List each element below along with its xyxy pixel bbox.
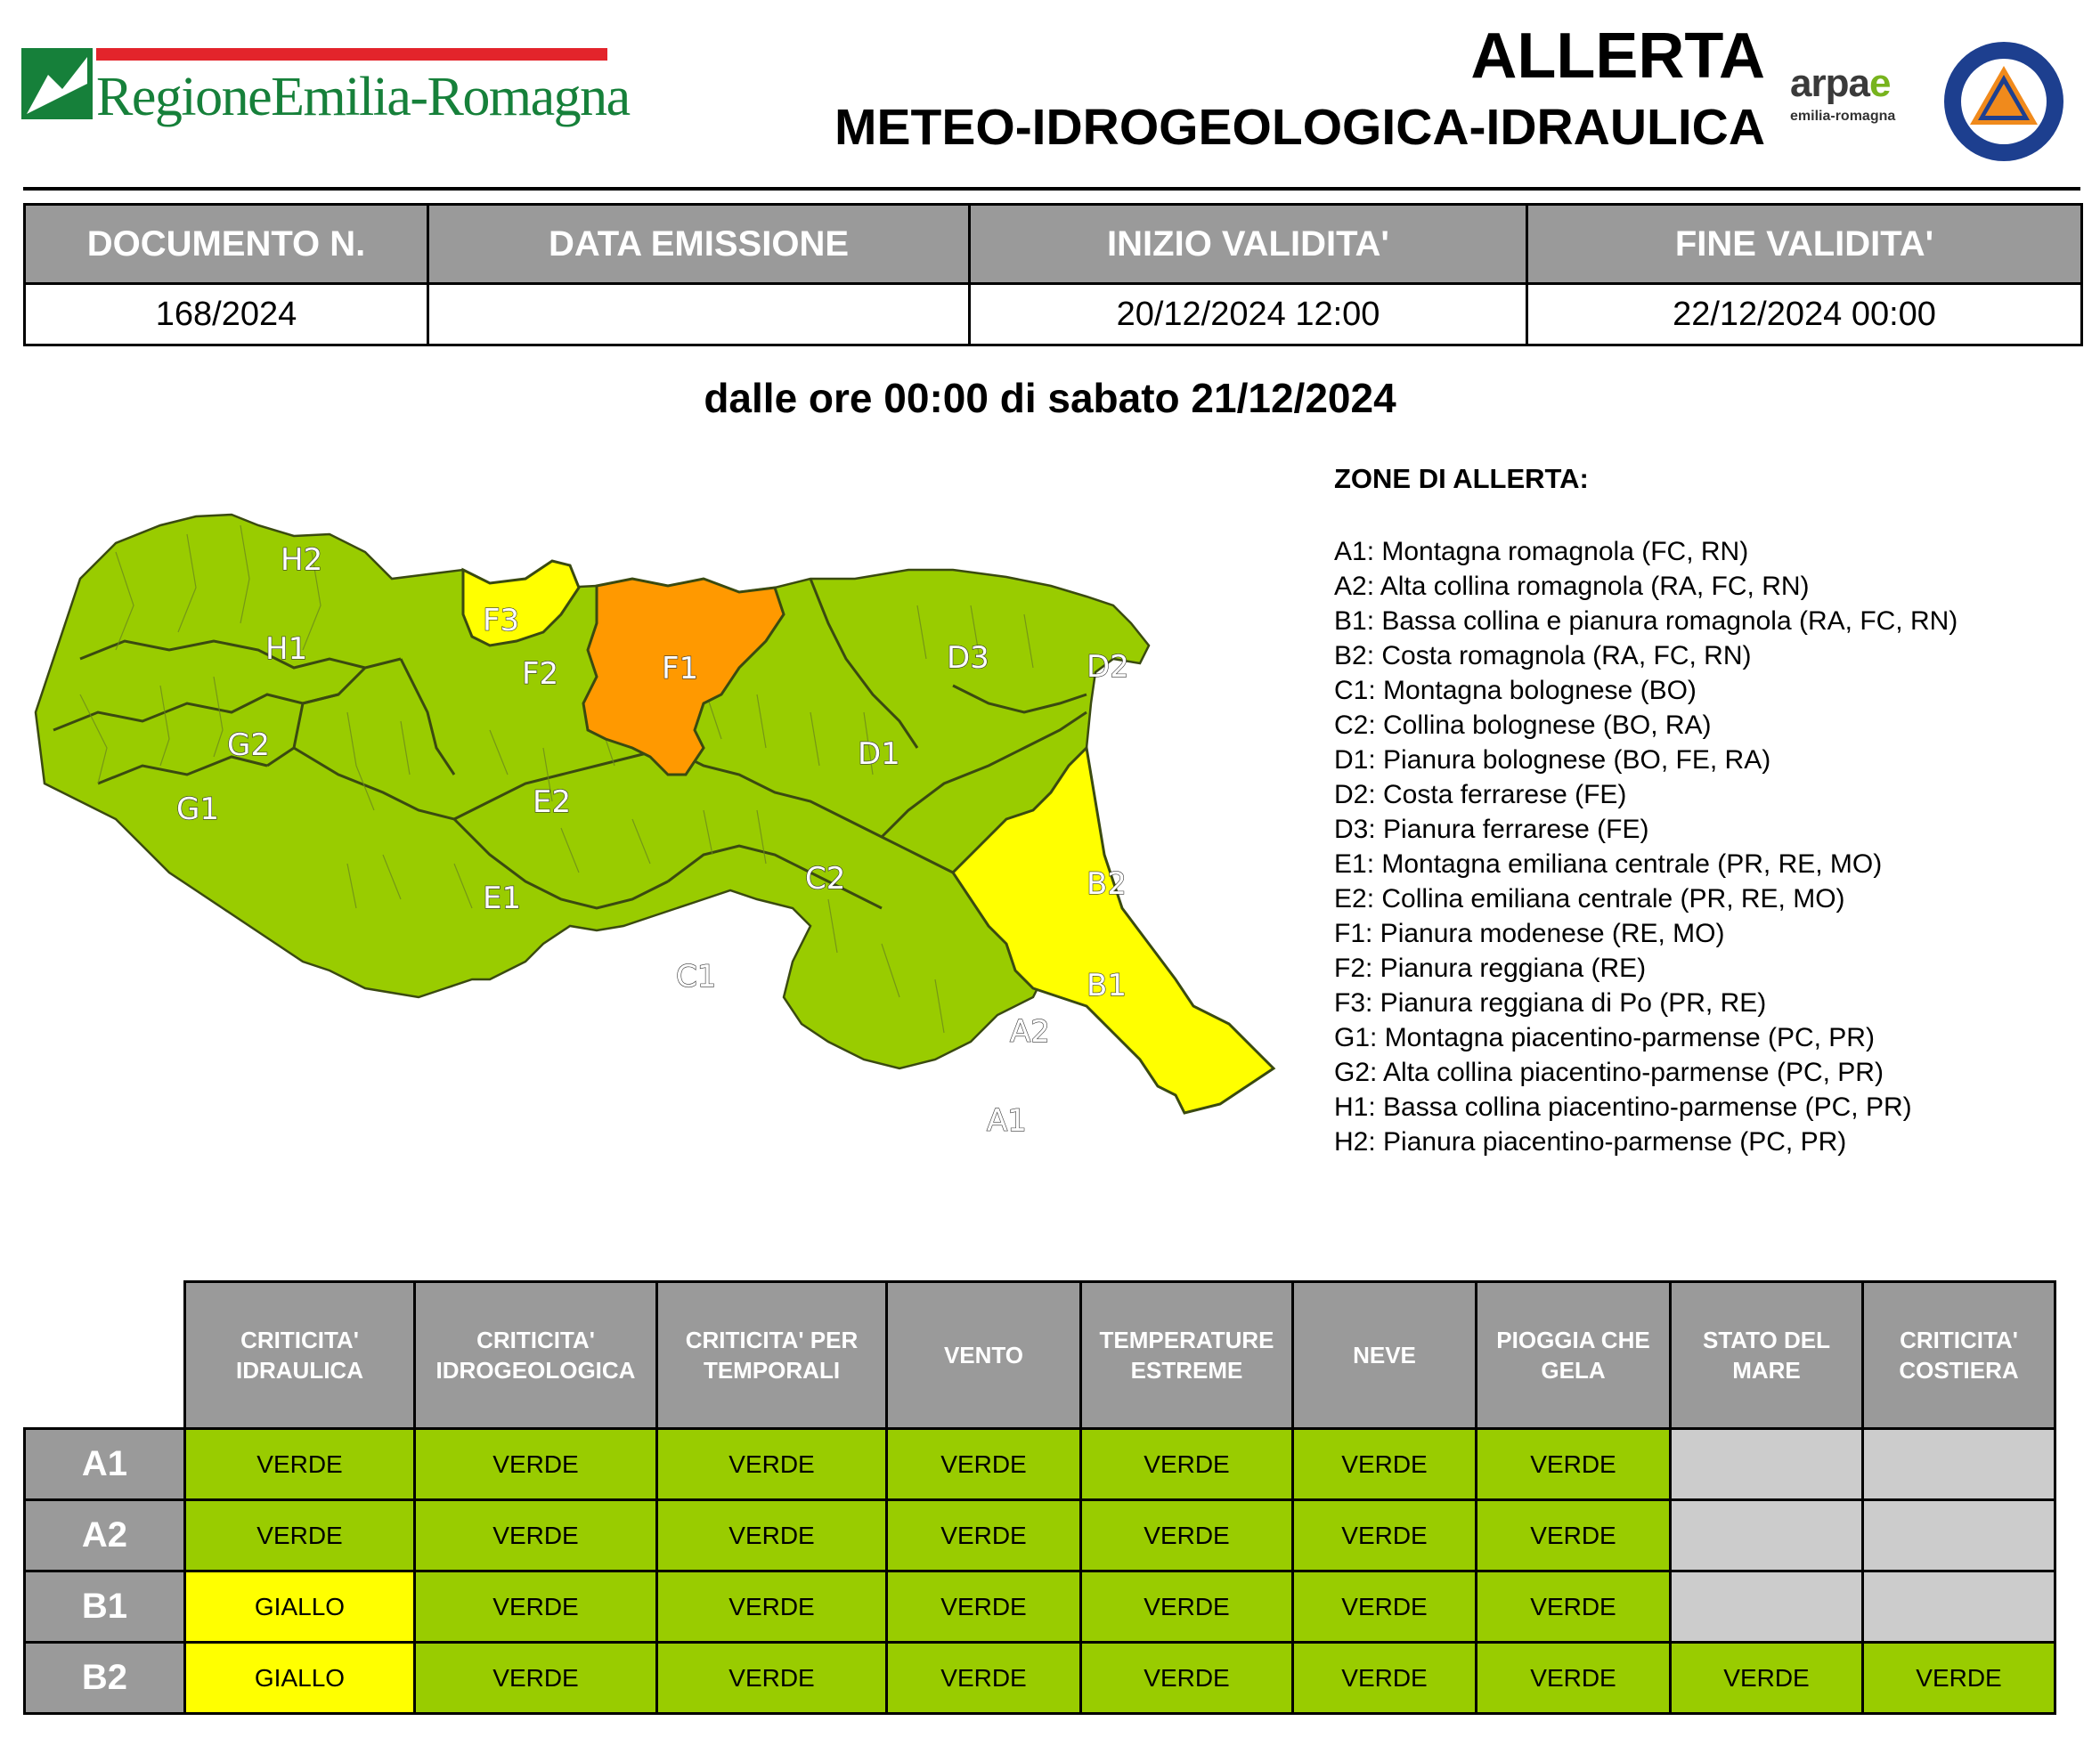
zone-item: C1: Montagna bolognese (BO): [1334, 676, 1697, 705]
zones-legend: [1334, 463, 2082, 1159]
region-logo: [21, 48, 630, 134]
criticity-row: [25, 1429, 2055, 1500]
zone-item: B1: Bassa collina e pianura romagnola (RA, FC, RN): [1334, 606, 1958, 636]
col-header-costiera: [1863, 1282, 2055, 1429]
level-cell: [1863, 1429, 2055, 1500]
level-cell: VERDE: [1477, 1643, 1671, 1714]
level-cell: [1671, 1429, 1863, 1500]
level-cell: [1863, 1571, 2055, 1643]
document-info-table: [23, 203, 2083, 346]
level-cell: VERDE: [1671, 1643, 1863, 1714]
level-cell: VERDE: [185, 1429, 415, 1500]
criticity-table: [23, 1280, 2056, 1715]
col-header-pioggia-gela: [1477, 1282, 1671, 1429]
col-header-line: CRITICITA': [1900, 1327, 2018, 1353]
zone-item: D3: Pianura ferrarese (FE): [1334, 815, 1649, 844]
col-header-stato-mare: [1671, 1282, 1863, 1429]
zone-cell: B1: [25, 1571, 185, 1643]
page-title: ALLERTA: [1470, 20, 1765, 92]
map-label-e1: E1: [483, 881, 522, 916]
level-cell: GIALLO: [185, 1571, 415, 1643]
zone-item: D1: Pianura bolognese (BO, FE, RA): [1334, 745, 1771, 775]
region-flag-icon: [21, 48, 93, 119]
map-label-e2: E2: [533, 784, 572, 820]
criticity-row: [25, 1571, 2055, 1643]
level-cell: VERDE: [1477, 1429, 1671, 1500]
zones-title: ZONE DI ALLERTA:: [1334, 463, 1589, 494]
map-label-a1: A1: [987, 1103, 1027, 1139]
map-label-a2: A2: [1010, 1014, 1050, 1050]
col-header-line: GELA: [1541, 1357, 1606, 1384]
document-header-row: [25, 205, 2082, 284]
region-logo-bar: [96, 48, 607, 61]
level-cell: VERDE: [657, 1571, 887, 1643]
map-label-h1: H1: [265, 631, 308, 667]
alert-zones-map: [27, 481, 1309, 1193]
col-header-idrogeologica: [415, 1282, 657, 1429]
level-cell: VERDE: [1293, 1500, 1477, 1571]
col-header-line: IDROGEOLOGICA: [435, 1357, 636, 1384]
map-label-f3: F3: [483, 603, 520, 638]
map-label-f1: F1: [662, 651, 699, 686]
map-label-f2: F2: [522, 656, 559, 692]
level-cell: VERDE: [887, 1643, 1081, 1714]
col-header-line: CRITICITA' PER: [685, 1327, 859, 1353]
level-cell: VERDE: [887, 1571, 1081, 1643]
col-header-idraulica: [185, 1282, 415, 1429]
col-header-line: COSTIERA: [1899, 1357, 2019, 1384]
validity-end-value: 22/12/2024 00:00: [1527, 284, 2082, 345]
level-cell: VERDE: [1293, 1429, 1477, 1500]
criticity-header-row: [25, 1282, 2055, 1429]
col-header-line: PIOGGIA CHE: [1496, 1327, 1650, 1353]
level-cell: VERDE: [657, 1500, 887, 1571]
zone-cell: A1: [25, 1429, 185, 1500]
col-header-temporali: [657, 1282, 887, 1429]
zone-item: F3: Pianura reggiana di Po (PR, RE): [1334, 988, 1767, 1018]
arpae-logo: [1790, 61, 1933, 135]
col-header-line: NEVE: [1353, 1342, 1416, 1368]
zone-item: A1: Montagna romagnola (FC, RN): [1334, 537, 1749, 566]
zone-item: G2: Alta collina piacentino-parmense (PC, PR): [1334, 1058, 1884, 1087]
map-label-d3: D3: [947, 640, 989, 676]
level-cell: VERDE: [887, 1500, 1081, 1571]
level-cell: VERDE: [1477, 1571, 1671, 1643]
validity-start-value: 20/12/2024 12:00: [970, 284, 1527, 345]
map-label-c1: C1: [676, 959, 717, 995]
col-header-line: CRITICITA': [240, 1327, 359, 1353]
criticity-body: [25, 1429, 2055, 1714]
map-label-g1: G1: [176, 792, 219, 827]
level-cell: VERDE: [1477, 1500, 1671, 1571]
col-header-neve: [1293, 1282, 1477, 1429]
zone-item: F1: Pianura modenese (RE, MO): [1334, 919, 1725, 948]
map-label-b1: B1: [1087, 968, 1127, 1003]
col-header-line: TEMPORALI: [703, 1357, 841, 1384]
map-label-h2: H2: [281, 542, 323, 578]
col-header-line: IDRAULICA: [236, 1357, 363, 1384]
level-cell: VERDE: [1081, 1571, 1293, 1643]
level-cell: VERDE: [1863, 1643, 2055, 1714]
col-header-line: TEMPERATURE: [1099, 1327, 1274, 1353]
level-cell: VERDE: [415, 1571, 657, 1643]
issue-date-header: DATA EMISSIONE: [428, 205, 970, 284]
level-cell: VERDE: [415, 1500, 657, 1571]
level-cell: VERDE: [1293, 1643, 1477, 1714]
level-cell: VERDE: [1081, 1643, 1293, 1714]
level-cell: [1671, 1500, 1863, 1571]
col-header-line: ESTREME: [1130, 1357, 1243, 1384]
map-label-b2: B2: [1087, 866, 1127, 902]
arpae-logo-mark: arpae: [1790, 61, 1891, 105]
level-cell: VERDE: [415, 1643, 657, 1714]
zone-item: G1: Montagna piacentino-parmense (PC, PR): [1334, 1023, 1875, 1052]
level-cell: VERDE: [657, 1429, 887, 1500]
map-label-g2: G2: [227, 727, 270, 763]
level-cell: VERDE: [1081, 1500, 1293, 1571]
criticity-corner: [25, 1282, 185, 1429]
doc-number-header: DOCUMENTO N.: [25, 205, 428, 284]
col-header-vento: [887, 1282, 1081, 1429]
level-cell: VERDE: [1081, 1429, 1293, 1500]
doc-number-value: 168/2024: [25, 284, 428, 345]
zone-item: F2: Pianura reggiana (RE): [1334, 954, 1647, 983]
zone-cell: A2: [25, 1500, 185, 1571]
level-cell: [1671, 1571, 1863, 1643]
col-header-temperature: [1081, 1282, 1293, 1429]
col-header-line: VENTO: [943, 1342, 1024, 1368]
region-logo-text: RegioneEmilia-Romagna: [96, 67, 630, 127]
level-cell: [1863, 1500, 2055, 1571]
col-header-line: MARE: [1732, 1357, 1801, 1384]
validity-end-header: FINE VALIDITA': [1527, 205, 2082, 284]
zone-item: A2: Alta collina romagnola (RA, FC, RN): [1334, 572, 1810, 601]
zone-item: E2: Collina emiliana centrale (PR, RE, MO): [1334, 884, 1845, 914]
level-cell: VERDE: [887, 1429, 1081, 1500]
criticity-row: [25, 1500, 2055, 1571]
map-label-d2: D2: [1087, 649, 1129, 685]
zone-cell: B2: [25, 1643, 185, 1714]
level-cell: VERDE: [1293, 1571, 1477, 1643]
page-subtitle: METEO-IDROGEOLOGICA-IDRAULICA: [834, 99, 1765, 156]
civil-protection-logo-icon: [1941, 39, 2066, 164]
col-header-line: STATO DEL: [1703, 1327, 1830, 1353]
level-cell: VERDE: [657, 1643, 887, 1714]
zone-item: B2: Costa romagnola (RA, FC, RN): [1334, 641, 1752, 670]
header-divider: [23, 187, 2080, 191]
col-header-line: CRITICITA': [476, 1327, 595, 1353]
map-label-c2: C2: [805, 861, 846, 897]
level-cell: GIALLO: [185, 1643, 415, 1714]
arpae-logo-sub: emilia-romagna: [1790, 109, 1896, 124]
zone-item: E1: Montagna emiliana centrale (PR, RE, MO): [1334, 849, 1883, 879]
level-cell: VERDE: [185, 1500, 415, 1571]
issue-date-value: [428, 284, 970, 345]
validity-period: dalle ore 00:00 di sabato 21/12/2024: [704, 375, 1396, 421]
map-label-d1: D1: [858, 736, 900, 772]
criticity-row: [25, 1643, 2055, 1714]
zone-item: D2: Costa ferrarese (FE): [1334, 780, 1627, 809]
level-cell: VERDE: [415, 1429, 657, 1500]
zone-item: H1: Bassa collina piacentino-parmense (PC, PR): [1334, 1092, 1912, 1122]
zone-item: C2: Collina bolognese (BO, RA): [1334, 711, 1712, 740]
document-values-row: [25, 284, 2082, 345]
validity-start-header: INIZIO VALIDITA': [970, 205, 1527, 284]
zone-item: H2: Pianura piacentino-parmense (PC, PR): [1334, 1127, 1847, 1157]
